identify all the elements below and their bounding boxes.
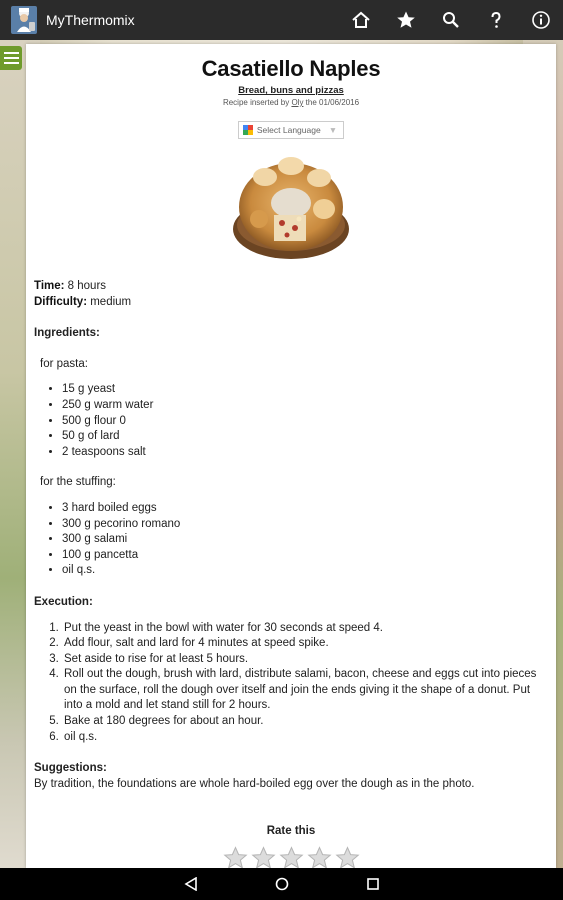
recipe-title: Casatiello Naples — [201, 56, 381, 81]
list-item: • oil q.s. — [62, 563, 548, 579]
rating-star-2[interactable] — [251, 846, 276, 868]
stuffing-ingredient-list — [62, 501, 548, 579]
list-item: 5. Bake at 180 degrees for about an hour. — [62, 714, 548, 730]
system-nav-bar — [0, 868, 563, 900]
execution-heading: Execution: — [34, 595, 93, 608]
home-circle-icon — [275, 877, 289, 891]
menu-line — [4, 62, 19, 64]
pasta-subheading: for pasta: — [40, 357, 88, 370]
rating-star-4[interactable] — [307, 846, 332, 868]
search-button[interactable] — [428, 0, 473, 40]
rating-star-3[interactable] — [279, 846, 304, 868]
rate-label: Rate this — [266, 825, 316, 838]
difficulty-row — [34, 295, 548, 311]
list-item: 3. Set aside to rise for at least 5 hours. — [62, 652, 548, 668]
list-item: 6. oil q.s. — [62, 730, 548, 746]
difficulty-label: Difficulty: — [34, 295, 88, 308]
time-value: 8 hours — [64, 280, 107, 292]
list-item: • 100 g pancetta — [62, 548, 548, 564]
suggestions-heading: Suggestions: — [34, 762, 107, 775]
inserted-prefix: Recipe inserted by — [222, 98, 292, 107]
app-title: MyThermomix — [46, 12, 135, 28]
ingredients-heading: Ingredients: — [34, 327, 100, 340]
app-bar — [0, 0, 563, 40]
info-button[interactable] — [518, 0, 563, 40]
stuffing-subheading: for the stuffing: — [40, 476, 116, 489]
difficulty-value: medium — [87, 295, 132, 308]
time-label: Time: — [34, 280, 65, 292]
home-nav-button[interactable] — [274, 876, 290, 892]
list-item: • 300 g salami — [62, 532, 548, 548]
menu-line — [4, 52, 19, 54]
pasta-ingredient-list — [62, 382, 548, 460]
list-item: • 15 g yeast — [62, 382, 548, 398]
list-item: • 500 g flour 0 — [62, 414, 548, 430]
favorites-button[interactable] — [383, 0, 428, 40]
execution-step-list — [62, 621, 548, 746]
author-link[interactable]: Oly — [291, 98, 304, 107]
help-icon — [486, 10, 506, 30]
recents-icon — [366, 877, 380, 891]
list-item: • 2 teaspoons salt — [62, 445, 548, 461]
recipe-photo — [34, 149, 548, 265]
list-item: • 300 g pecorino romano — [62, 517, 548, 533]
back-button[interactable] — [183, 876, 199, 892]
rating-star-1[interactable] — [223, 846, 248, 868]
google-translate-icon — [243, 125, 253, 135]
app-bar-actions — [338, 0, 563, 40]
recents-button[interactable] — [365, 876, 381, 892]
list-item: • 50 g of lard — [62, 429, 548, 445]
recipe-content — [34, 279, 548, 868]
list-item: 2. Add flour, salt and lard for 4 minutes at speed spike. — [62, 636, 548, 652]
back-icon — [184, 877, 198, 891]
inserted-suffix: the 01/06/2016 — [303, 98, 360, 107]
time-row — [34, 279, 548, 295]
rating-stars — [34, 846, 548, 868]
list-item: 4. Roll out the dough, brush with lard, distribute salami, bacon, cheese and eggs cut into pieces on the surface, roll the dough over itself and join the ends giving it the shape of a donut. Put into a mold and let stand still for 2 hours. — [62, 667, 548, 714]
dropdown-arrow-icon: ▼ — [328, 125, 338, 135]
info-icon — [531, 10, 551, 30]
help-button[interactable] — [473, 0, 518, 40]
recipe-card — [26, 44, 556, 868]
list-item: 1. Put the yeast in the bowl with water for 30 seconds at speed 4. — [62, 621, 548, 637]
list-item: • 3 hard boiled eggs — [62, 501, 548, 517]
home-icon — [351, 10, 371, 30]
star-icon — [396, 10, 416, 30]
search-icon — [441, 10, 461, 30]
recipe-category-link[interactable]: Bread, buns and pizzas — [238, 85, 344, 96]
language-select-label: Select Language — [256, 125, 321, 135]
home-button[interactable] — [338, 0, 383, 40]
menu-line — [4, 57, 19, 59]
language-select[interactable] — [238, 121, 344, 139]
suggestions-text: By tradition, the foundations are whole hard-boiled egg over the dough as in the photo. — [34, 777, 475, 790]
menu-icon[interactable] — [0, 46, 22, 70]
recipe-inserted-info — [34, 98, 548, 107]
rating-star-5[interactable] — [335, 846, 360, 868]
app-logo-icon[interactable] — [8, 4, 40, 36]
list-item: • 250 g warm water — [62, 398, 548, 414]
